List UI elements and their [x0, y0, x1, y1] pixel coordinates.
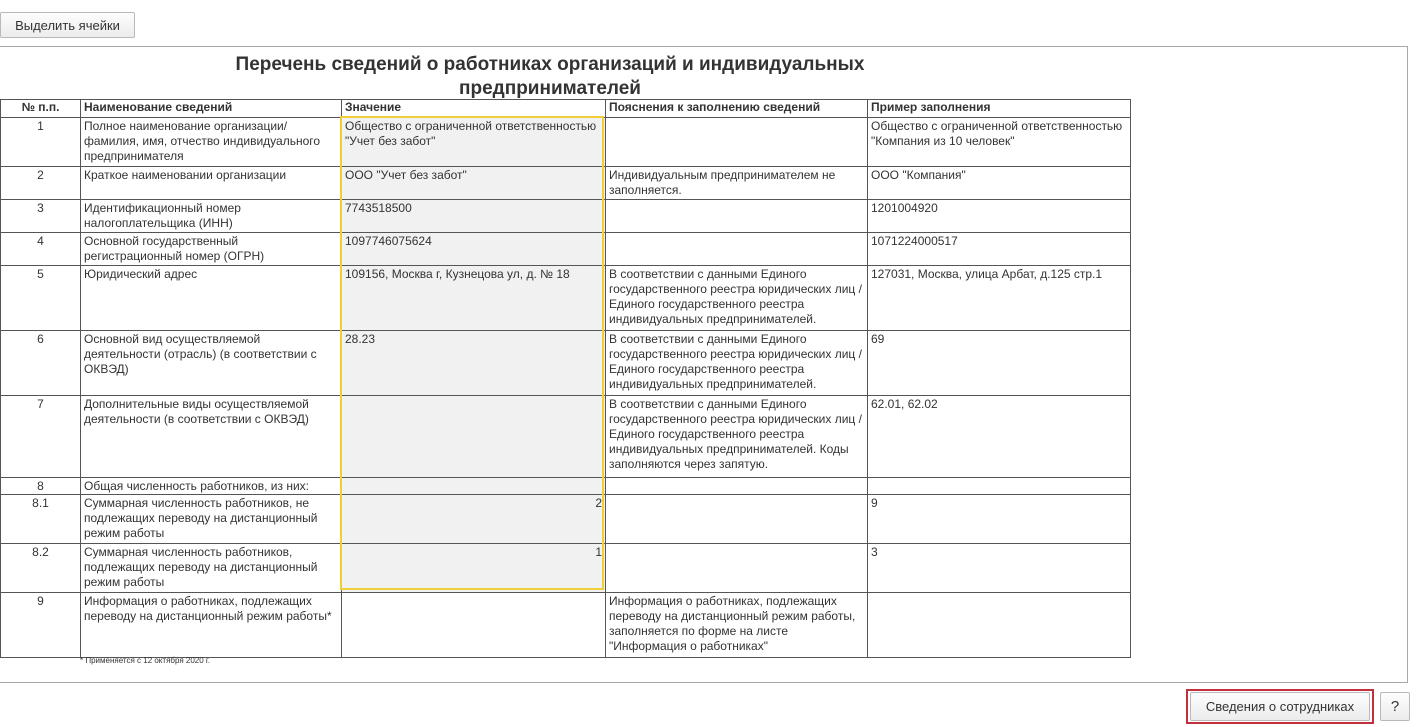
select-cells-button[interactable]: Выделить ячейки	[0, 12, 135, 38]
cell-name[interactable]: Идентификационный номер налогоплательщика (ИНН)	[81, 200, 342, 233]
cell-name[interactable]: Общая численность работников, из них:	[81, 478, 342, 495]
table-row	[1, 233, 1131, 266]
cell-note[interactable]	[606, 478, 868, 495]
cell-value[interactable]	[342, 396, 606, 478]
cell-number[interactable]: 2	[1, 167, 81, 200]
cell-value[interactable]	[342, 593, 606, 658]
cell-note[interactable]: Информация о работниках, подлежащих переводу на дистанционный режим работы, заполняется по форме на листе "Информация о работниках"	[606, 593, 868, 658]
table-row	[1, 331, 1131, 396]
column-header-number: № п.п.	[1, 100, 81, 118]
cell-number[interactable]: 1	[1, 118, 81, 167]
cell-number[interactable]: 8	[1, 478, 81, 495]
cell-name[interactable]: Основной вид осуществляемой деятельности (отрасль) (в соответствии с ОКВЭД)	[81, 331, 342, 396]
cell-number[interactable]: 4	[1, 233, 81, 266]
report-title-line-1: Перечень сведений о работниках организаций и индивидуальных	[235, 54, 865, 75]
table-row	[1, 544, 1131, 593]
cell-example[interactable]: 3	[868, 544, 1131, 593]
cell-value[interactable]: Общество с ограниченной ответственностью "Учет без забот"	[342, 118, 606, 167]
cell-number[interactable]: 7	[1, 396, 81, 478]
cell-note[interactable]	[606, 544, 868, 593]
cell-example[interactable]: 69	[868, 331, 1131, 396]
cell-number[interactable]: 3	[1, 200, 81, 233]
cell-name[interactable]: Дополнительные виды осуществляемой деятельности (в соответствии с ОКВЭД)	[81, 396, 342, 478]
cell-number[interactable]: 6	[1, 331, 81, 396]
cell-note[interactable]: Индивидуальным предпринимателем не заполняется.	[606, 167, 868, 200]
cell-example[interactable]: 9	[868, 495, 1131, 544]
cell-example[interactable]: 62.01, 62.02	[868, 396, 1131, 478]
cell-number[interactable]: 8.2	[1, 544, 81, 593]
cell-name[interactable]: Краткое наименовании организации	[81, 167, 342, 200]
cell-name[interactable]: Основной государственный регистрационный номер (ОГРН)	[81, 233, 342, 266]
cell-name[interactable]: Суммарная численность работников, подлежащих переводу на дистанционный режим работы	[81, 544, 342, 593]
cell-note[interactable]: В соответствии с данными Единого государственного реестра юридических лиц /Единого государственного реестра индивидуальных предпринимателей.	[606, 266, 868, 331]
cell-example[interactable]: Общество с ограниченной ответственностью "Компания из 10 человек"	[868, 118, 1131, 167]
table-row	[1, 266, 1131, 331]
cell-name[interactable]: Полное наименование организации/ фамилия, имя, отчество индивидуального предпринимателя	[81, 118, 342, 167]
cell-example[interactable]: 127031, Москва, улица Арбат, д.125 стр.1	[868, 266, 1131, 331]
report-title-line-2: предпринимателей	[459, 78, 641, 99]
cell-name[interactable]: Информация о работниках, подлежащих переводу на дистанционный режим работы*	[81, 593, 342, 658]
cell-example[interactable]: 1201004920	[868, 200, 1131, 233]
cell-value[interactable]: 1	[342, 544, 606, 593]
table-row	[1, 200, 1131, 233]
table-row	[1, 118, 1131, 167]
cell-value[interactable]: 2	[342, 495, 606, 544]
column-header-example: Пример заполнения	[868, 100, 1131, 118]
column-header-value: Значение	[342, 100, 606, 118]
table-header-row	[1, 100, 1131, 118]
cell-example[interactable]	[868, 478, 1131, 495]
table-row	[1, 167, 1131, 200]
cell-number[interactable]: 5	[1, 266, 81, 331]
cell-example[interactable]: 1071224000517	[868, 233, 1131, 266]
cell-value[interactable]: 109156, Москва г, Кузнецова ул, д. № 18	[342, 266, 606, 331]
cell-number[interactable]: 9	[1, 593, 81, 658]
cell-example[interactable]: ООО "Компания"	[868, 167, 1131, 200]
cell-note[interactable]	[606, 118, 868, 167]
column-header-name: Наименование сведений	[81, 100, 342, 118]
help-button[interactable]: ?	[1380, 692, 1410, 721]
footnote: * Применяется с 12 октября 2020 г.	[80, 656, 211, 665]
cell-value[interactable]	[342, 478, 606, 495]
cell-name[interactable]: Суммарная численность работников, не подлежащих переводу на дистанционный режим работы	[81, 495, 342, 544]
cell-note[interactable]	[606, 200, 868, 233]
cell-note[interactable]	[606, 495, 868, 544]
table-row	[1, 495, 1131, 544]
report-title	[230, 53, 870, 101]
table-row	[1, 478, 1131, 495]
cell-value[interactable]: 7743518500	[342, 200, 606, 233]
employees-info-button[interactable]: Сведения о сотрудниках	[1190, 692, 1370, 721]
cell-value[interactable]: 1097746075624	[342, 233, 606, 266]
cell-note[interactable]: В соответствии с данными Единого государственного реестра юридических лиц /Единого государственного реестра индивидуальных предпринимателей.	[606, 331, 868, 396]
cell-number[interactable]: 8.1	[1, 495, 81, 544]
report-table	[0, 99, 1131, 658]
column-header-note: Пояснения к заполнению сведений	[606, 100, 868, 118]
table-row	[1, 593, 1131, 658]
cell-value[interactable]: ООО "Учет без забот"	[342, 167, 606, 200]
cell-value[interactable]: 28.23	[342, 331, 606, 396]
table-row	[1, 396, 1131, 478]
cell-name[interactable]: Юридический адрес	[81, 266, 342, 331]
cell-example[interactable]	[868, 593, 1131, 658]
cell-note[interactable]	[606, 233, 868, 266]
cell-note[interactable]: В соответствии с данными Единого государственного реестра юридических лиц /Единого государственного реестра индивидуальных предпринимателей. Коды заполняются через запятую.	[606, 396, 868, 478]
spreadsheet-area[interactable]	[0, 46, 1408, 683]
